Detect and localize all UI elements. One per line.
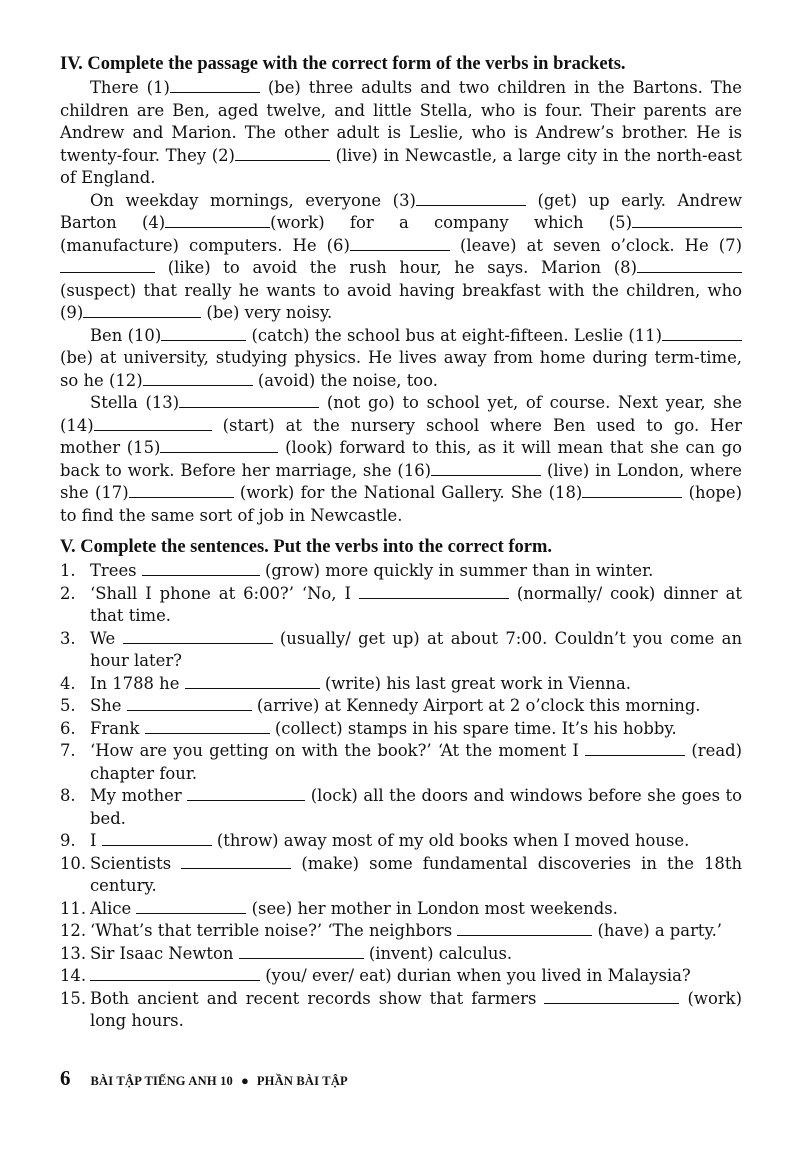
- text-run: (get) up early. Andrew Barton (4): [60, 190, 742, 232]
- blank-7[interactable]: [60, 258, 155, 273]
- text-run: We: [90, 628, 123, 648]
- list-item: [60, 853, 742, 898]
- text-run: (have) a party.’: [592, 921, 722, 940]
- list-item: [60, 965, 742, 988]
- text-run: (hope) to find the same sort of job in Newcastle.: [60, 483, 742, 525]
- list-item: [60, 740, 742, 785]
- item-number: 7.: [60, 741, 76, 760]
- blank-9[interactable]: [83, 303, 201, 318]
- passage-paragraph-2: [60, 190, 742, 325]
- blank-11[interactable]: [662, 326, 742, 341]
- text-run: (start) at the nursery school where Ben used to go. Her mother (15): [60, 415, 742, 457]
- item-number: 4.: [60, 673, 76, 693]
- list-item: [60, 898, 742, 921]
- worksheet-page: [60, 52, 742, 1033]
- list-item: [60, 920, 742, 943]
- list-item: [60, 628, 742, 673]
- passage-paragraph-3: [60, 325, 742, 393]
- text-run: (live) in London, where she (17): [60, 460, 742, 502]
- text-run: (make) some fundamental discoveries in the 18th century.: [90, 853, 742, 895]
- text-run: (be) three adults and two children in the Bartons. The children are Ben, aged twelve, and little Stella, who is four. Their parents are Andrew and Marion. The other adult is Leslie, who is Andrew’s brother. He is twenty-four. They (2): [60, 78, 742, 165]
- text-run: (catch) the school bus at eight-fifteen. Leslie (11): [246, 325, 662, 345]
- blank-18[interactable]: [582, 483, 682, 498]
- text-run: (not go) to school yet, of course. Next year, she (14): [60, 393, 742, 435]
- answer-blank[interactable]: [187, 786, 305, 801]
- text-run: Sir Isaac Newton: [90, 943, 239, 963]
- answer-blank[interactable]: [142, 561, 260, 576]
- page-number: 6: [60, 1066, 71, 1090]
- part-title: PHẦN BÀI TẬP: [256, 1074, 348, 1088]
- text-run: (invent) calculus.: [363, 943, 513, 963]
- item-number: 11.: [60, 898, 87, 918]
- text-run: On weekday mornings, everyone (3): [90, 190, 416, 210]
- list-item: [60, 943, 742, 966]
- answer-blank[interactable]: [123, 629, 273, 644]
- item-number: 13.: [60, 943, 87, 963]
- blank-4[interactable]: [165, 213, 270, 228]
- text-run: (normally/ cook) dinner at that time.: [90, 583, 742, 625]
- text-run: (usually/ get up) at about 7:00. Couldn’t you come an hour later?: [90, 628, 742, 670]
- list-item: [60, 583, 742, 628]
- bullet-icon: ●: [240, 1073, 249, 1088]
- text-run: She: [90, 696, 127, 715]
- text-run: ‘What’s that terrible noise?’ ‘The neighbors: [90, 921, 458, 940]
- answer-blank[interactable]: [239, 944, 364, 959]
- text-run: Trees: [90, 561, 142, 580]
- list-item: [60, 988, 742, 1033]
- text-run: (grow) more quickly in summer than in winter.: [259, 561, 654, 580]
- text-run: (lock) all the doors and windows before she goes to bed.: [90, 786, 742, 828]
- item-number: 10.: [60, 853, 87, 873]
- text-run: My mother: [90, 786, 188, 805]
- section-5-heading: V. Complete the sentences. Put the verbs into the correct form.: [60, 537, 553, 557]
- answer-blank[interactable]: [181, 854, 291, 869]
- text-run: (arrive) at Kennedy Airport at 2 o’clock this morning.: [251, 696, 701, 715]
- text-run: (live) in Newcastle, a large city in the north-east of England.: [60, 145, 743, 187]
- blank-8[interactable]: [637, 258, 742, 273]
- text-run: (you/ ever/ eat) durian when you lived in Malaysia?: [260, 966, 691, 985]
- text-run: (like) to avoid the rush hour, he says. Marion (8): [155, 258, 637, 277]
- answer-blank[interactable]: [457, 921, 592, 936]
- blank-13[interactable]: [179, 393, 319, 408]
- item-number: 1.: [60, 561, 76, 580]
- list-item: [60, 785, 742, 830]
- blank-14[interactable]: [94, 416, 212, 431]
- list-item: [60, 718, 742, 741]
- passage: [60, 77, 742, 527]
- text-run: ‘Shall I phone at 6:00?’ ‘No, I: [90, 583, 359, 603]
- blank-15[interactable]: [160, 438, 278, 453]
- sentence-list: [60, 560, 742, 1033]
- text-run: (suspect) that really he wants to avoid having breakfast with the children, who (9): [60, 280, 742, 322]
- list-item: [60, 830, 742, 853]
- text-run: ‘How are you getting on with the book?’ ‘At the moment I: [90, 741, 586, 760]
- answer-blank[interactable]: [359, 584, 509, 599]
- text-run: (see) her mother in London most weekends.: [246, 898, 618, 918]
- text-run: In 1788 he: [90, 673, 185, 693]
- answer-blank[interactable]: [585, 741, 685, 756]
- item-number: 3.: [60, 628, 76, 648]
- list-item: [60, 673, 742, 696]
- list-item: [60, 560, 742, 583]
- answer-blank[interactable]: [185, 674, 320, 689]
- text-run: (look) forward to this, as it will mean that she can go back to work. Before her marriage, she (16): [60, 438, 742, 480]
- text-run: (manufacture) computers. He (6): [60, 235, 350, 255]
- item-number: 2.: [60, 583, 76, 603]
- text-run: I: [90, 831, 102, 850]
- section-4-heading: IV. Complete the passage with the correct form of the verbs in brackets.: [60, 54, 626, 74]
- text-run: (avoid) the noise, too.: [252, 370, 438, 390]
- item-number: 15.: [60, 988, 87, 1008]
- blank-3[interactable]: [416, 191, 526, 206]
- blank-1[interactable]: [170, 78, 260, 93]
- text-run: (read) chapter four.: [90, 741, 742, 783]
- answer-blank[interactable]: [127, 696, 252, 711]
- text-run: There (1): [90, 78, 170, 97]
- blank-10[interactable]: [161, 326, 246, 341]
- text-run: (work) for a company which (5): [270, 213, 633, 232]
- text-run: Frank: [90, 718, 145, 738]
- text-run: (leave) at seven o’clock. He (7): [449, 235, 742, 255]
- answer-blank[interactable]: [145, 719, 270, 734]
- blank-16[interactable]: [431, 461, 541, 476]
- answer-blank[interactable]: [102, 831, 212, 846]
- passage-paragraph-4: [60, 392, 742, 527]
- item-number: 14.: [60, 966, 87, 985]
- text-run: Stella (13): [90, 393, 180, 412]
- text-run: (work) long hours.: [90, 988, 742, 1030]
- blank-17[interactable]: [129, 483, 234, 498]
- list-item: [60, 695, 742, 718]
- text-run: Scientists: [90, 853, 182, 873]
- text-run: Ben (10): [90, 325, 162, 345]
- page-footer: [60, 1066, 348, 1091]
- answer-blank[interactable]: [90, 966, 260, 981]
- text-run: Both ancient and recent records show that farmers: [90, 988, 545, 1008]
- answer-blank[interactable]: [544, 989, 679, 1004]
- answer-blank[interactable]: [136, 899, 246, 914]
- text-run: (throw) away most of my old books when I moved house.: [211, 831, 690, 850]
- item-number: 8.: [60, 786, 76, 805]
- item-number: 12.: [60, 921, 87, 940]
- passage-paragraph-1: [60, 77, 742, 190]
- text-run: (write) his last great work in Vienna.: [319, 673, 631, 693]
- text-run: Alice: [90, 898, 137, 918]
- blank-5[interactable]: [632, 213, 742, 228]
- blank-2[interactable]: [235, 146, 330, 161]
- item-number: 6.: [60, 718, 76, 738]
- text-run: (be) very noisy.: [201, 303, 333, 322]
- text-run: (work) for the National Gallery. She (18): [233, 483, 583, 502]
- item-number: 9.: [60, 831, 76, 850]
- text-run: (collect) stamps in his spare time. It’s his hobby.: [269, 718, 677, 738]
- blank-12[interactable]: [143, 371, 253, 386]
- text-run: (be) at university, studying physics. He lives away from home during term-time, so he (12): [60, 348, 742, 390]
- item-number: 5.: [60, 696, 76, 715]
- book-title: BÀI TẬP TIẾNG ANH 10: [90, 1074, 233, 1088]
- blank-6[interactable]: [350, 236, 450, 251]
